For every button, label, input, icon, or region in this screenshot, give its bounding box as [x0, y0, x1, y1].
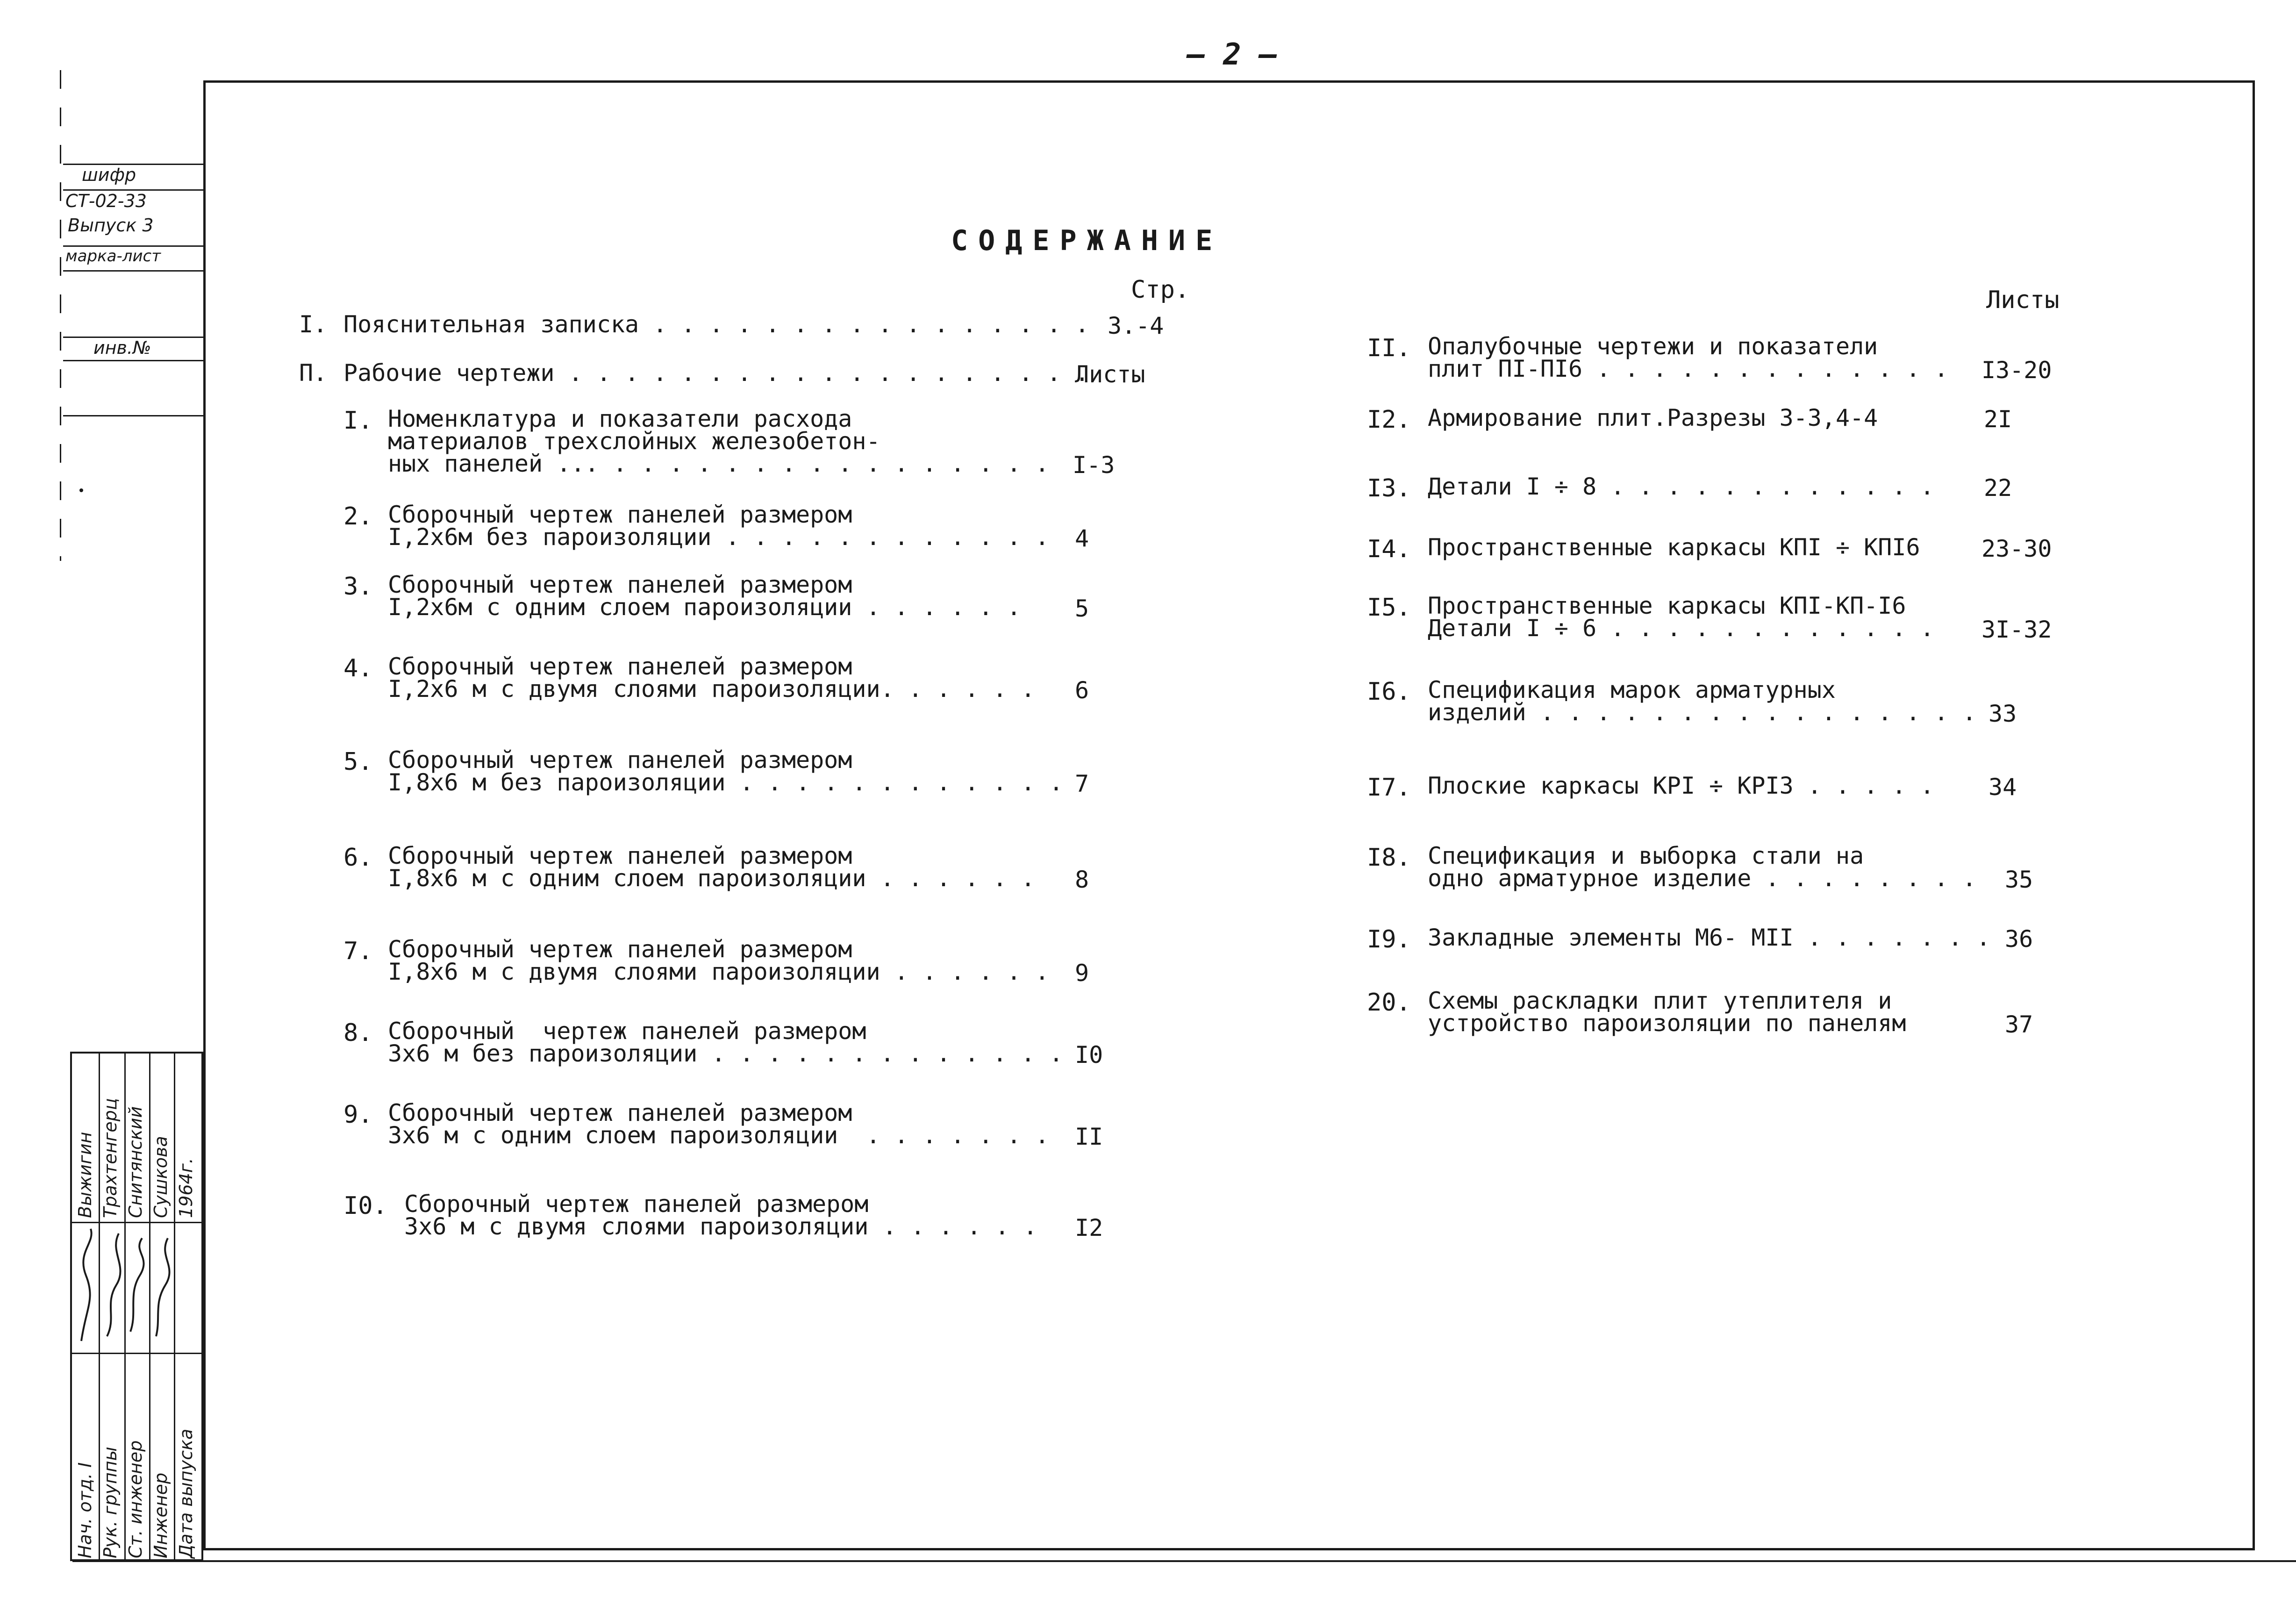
drawing-frame — [203, 80, 2255, 1550]
toc-section-number: П. — [299, 359, 328, 387]
toc-item-line: 3х6 м с двумя слоями пароизоляции . . . . . . — [404, 1213, 1037, 1240]
toc-item-page: 34 — [1988, 774, 2017, 801]
sig-role: Дата выпуска — [176, 1428, 196, 1558]
toc-item-page: I0 — [1075, 1041, 1103, 1068]
toc-item-page: I3-20 — [1981, 357, 2052, 384]
toc-item-number: 2. — [343, 502, 373, 531]
toc-item-number: I8. — [1367, 844, 1411, 872]
toc-item-line: Сборочный чертеж панелей размером — [388, 936, 852, 963]
sig-row-rule — [72, 1222, 203, 1223]
toc-item-line: Пространственные каркасы КПI-КП-I6 — [1428, 592, 1906, 619]
sig-name: Выжигин — [75, 1132, 95, 1218]
toc-item-number: I3. — [1367, 474, 1411, 502]
toc-section-number: I. — [299, 311, 328, 338]
toc-item-page: 3I-32 — [1981, 616, 2052, 643]
sig-name: Снитянский — [125, 1106, 146, 1218]
toc-item-page: 2I — [1984, 406, 2012, 433]
toc-title: СОДЕРЖАНИЕ — [951, 224, 1223, 257]
toc-item-line: Сборочный чертеж панелей размером — [388, 746, 852, 774]
toc-item-number: I0. — [343, 1192, 387, 1220]
toc-item-line: изделий . . . . . . . . . . . . . . . . — [1428, 699, 1976, 726]
toc-item-line: I,8х6 м с двумя слоями пароизоляции . . . . . . — [388, 958, 1049, 985]
toc-item-page: 6 — [1075, 677, 1089, 704]
toc-item-page: 22 — [1984, 474, 2012, 502]
title-block-inv: инв.№ — [93, 337, 151, 358]
toc-item-line: Сборочный чертеж панелей размером — [388, 571, 852, 598]
toc-item-line: Схемы раскладки плит утеплителя и — [1428, 987, 1892, 1014]
title-block-code: СТ-02-33 — [65, 191, 147, 211]
toc-item-line: 3х6 м без пароизоляции . . . . . . . . . . . . . — [388, 1040, 1063, 1067]
toc-item-page: 23-30 — [1981, 535, 2052, 562]
title-block-rule — [63, 360, 203, 361]
toc-page-col-header: Стр. — [1131, 276, 1190, 304]
toc-item-number: 9. — [343, 1101, 373, 1129]
toc-item-number: 8. — [343, 1019, 373, 1047]
toc-item-number: 6. — [343, 844, 373, 872]
toc-item-page: 9 — [1075, 960, 1089, 987]
toc-item-line: Сборочный чертеж панелей размером — [388, 653, 852, 680]
title-block-rule — [63, 270, 203, 272]
toc-item-number: I5. — [1367, 594, 1411, 622]
sig-role: Инженер — [150, 1472, 171, 1558]
sig-name: Сушкова — [150, 1136, 171, 1218]
toc-item-page: II — [1075, 1123, 1103, 1150]
toc-item-line: Номенклатура и показатели расхода — [388, 405, 852, 432]
toc-item-line: I,2х6м без пароизоляции . . . . . . . . . . . . — [388, 523, 1049, 551]
toc-item-page: 35 — [2005, 866, 2033, 893]
page-number: — 2 — — [1187, 37, 1277, 72]
handwritten-signatures — [72, 1224, 203, 1350]
toc-item-line: Спецификация и выборка стали на — [1428, 842, 1864, 869]
toc-item-line: Армирование плит.Разрезы 3-3,4-4 — [1428, 404, 1878, 431]
toc-item-line: плит ПI-ПI6 . . . . . . . . . . . . . — [1428, 355, 1948, 382]
toc-item-number: 5. — [343, 748, 373, 776]
toc-item-number: II. — [1367, 334, 1411, 362]
toc-item-line: Спецификация марок арматурных — [1428, 676, 1836, 703]
toc-item-line: ных панелей ... . . . . . . . . . . . . . . . . — [388, 450, 1049, 477]
toc-item-line: Сборочный чертеж панелей размером — [388, 501, 852, 528]
toc-item-line: Сборочный чертеж панелей размером — [388, 1018, 866, 1045]
sig-name: 1964г. — [176, 1158, 196, 1218]
toc-item-line: Опалубочные чертежи и показатели — [1428, 333, 1878, 360]
toc-section-page: Листы — [1075, 361, 1145, 388]
toc-item-line: Сборочный чертеж панелей размером — [388, 842, 852, 869]
binding-margin-line — [60, 70, 61, 561]
toc-item-line: Пространственные каркасы КПI ÷ КПI6 — [1428, 534, 1920, 561]
sig-role: Нач. отд. I — [75, 1462, 95, 1558]
toc-item-line: Плоские каркасы КРI ÷ КРI3 . . . . . — [1428, 772, 1934, 799]
toc-item-number: 7. — [343, 937, 373, 965]
sig-name: Трахтенгерц — [100, 1098, 121, 1218]
signature-block — [70, 1052, 203, 1561]
toc-item-line: материалов трехслойных железобетон- — [388, 428, 880, 455]
toc-item-number: 4. — [343, 654, 373, 682]
toc-item-line: устройство пароизоляции по панелям — [1428, 1010, 1906, 1037]
title-block-rule — [63, 415, 203, 416]
toc-section-title: Рабочие чертежи . . . . . . . . . . . . . . . . . . . — [343, 359, 1089, 387]
toc-item-line: I,2х6 м с двумя слоями пароизоляции. . . . . . — [388, 675, 1035, 703]
bottom-rule — [72, 1560, 2296, 1562]
toc-item-page: 37 — [2005, 1011, 2033, 1038]
toc-item-page: 36 — [2005, 925, 2033, 953]
toc-item-line: Сборочный чертеж панелей размером — [388, 1099, 852, 1126]
toc-item-page: 5 — [1075, 595, 1089, 622]
toc-item-line: I,8х6 м без пароизоляции . . . . . . . . . . . . — [388, 769, 1063, 796]
toc-item-number: I7. — [1367, 774, 1411, 802]
toc-sheets-col-header: Листы — [1986, 286, 2060, 314]
toc-item-line: Закладные элементы М6- МII . . . . . . . — [1428, 924, 1991, 951]
toc-item-line: I,8х6 м с одним слоем пароизоляции . . . . . . — [388, 865, 1035, 892]
toc-item-line: 3х6 м с одним слоем пароизоляции . . . . . . . — [388, 1122, 1049, 1149]
toc-item-line: одно арматурное изделие . . . . . . . . — [1428, 865, 1976, 892]
sig-role: Рук. группы — [100, 1447, 121, 1558]
toc-item-number: I9. — [1367, 925, 1411, 954]
title-block-shifr: шифр — [82, 165, 136, 185]
toc-item-number: I. — [343, 407, 373, 435]
toc-item-page: 33 — [1988, 700, 2017, 727]
toc-item-page: I-3 — [1073, 452, 1115, 479]
toc-item-number: I6. — [1367, 678, 1411, 706]
title-block-issue: Выпуск 3 — [68, 215, 154, 236]
toc-item-page: 7 — [1075, 770, 1089, 797]
toc-item-number: I4. — [1367, 535, 1411, 563]
toc-item-line: Сборочный чертеж панелей размером — [404, 1190, 869, 1218]
toc-item-page: 8 — [1075, 866, 1089, 893]
sig-row-rule — [72, 1353, 203, 1354]
toc-item-number: 20. — [1367, 989, 1411, 1017]
title-block-marka: марка-лист — [65, 247, 161, 265]
toc-section-page: 3.-4 — [1108, 312, 1164, 339]
punch-dot — [79, 488, 83, 492]
toc-item-number: I2. — [1367, 406, 1411, 434]
toc-item-line: Детали I ÷ 6 . . . . . . . . . . . . — [1428, 615, 1934, 642]
toc-item-page: 4 — [1075, 525, 1089, 552]
toc-item-number: 3. — [343, 573, 373, 601]
toc-item-line: Детали I ÷ 8 . . . . . . . . . . . . — [1428, 473, 1934, 500]
toc-section-title: Пояснительная записка . . . . . . . . . . . . . . . . — [343, 311, 1089, 338]
toc-item-page: I2 — [1075, 1214, 1103, 1241]
toc-item-line: I,2х6м с одним слоем пароизоляции . . . . . . — [388, 594, 1021, 621]
sig-role: Ст. инженер — [125, 1440, 146, 1558]
